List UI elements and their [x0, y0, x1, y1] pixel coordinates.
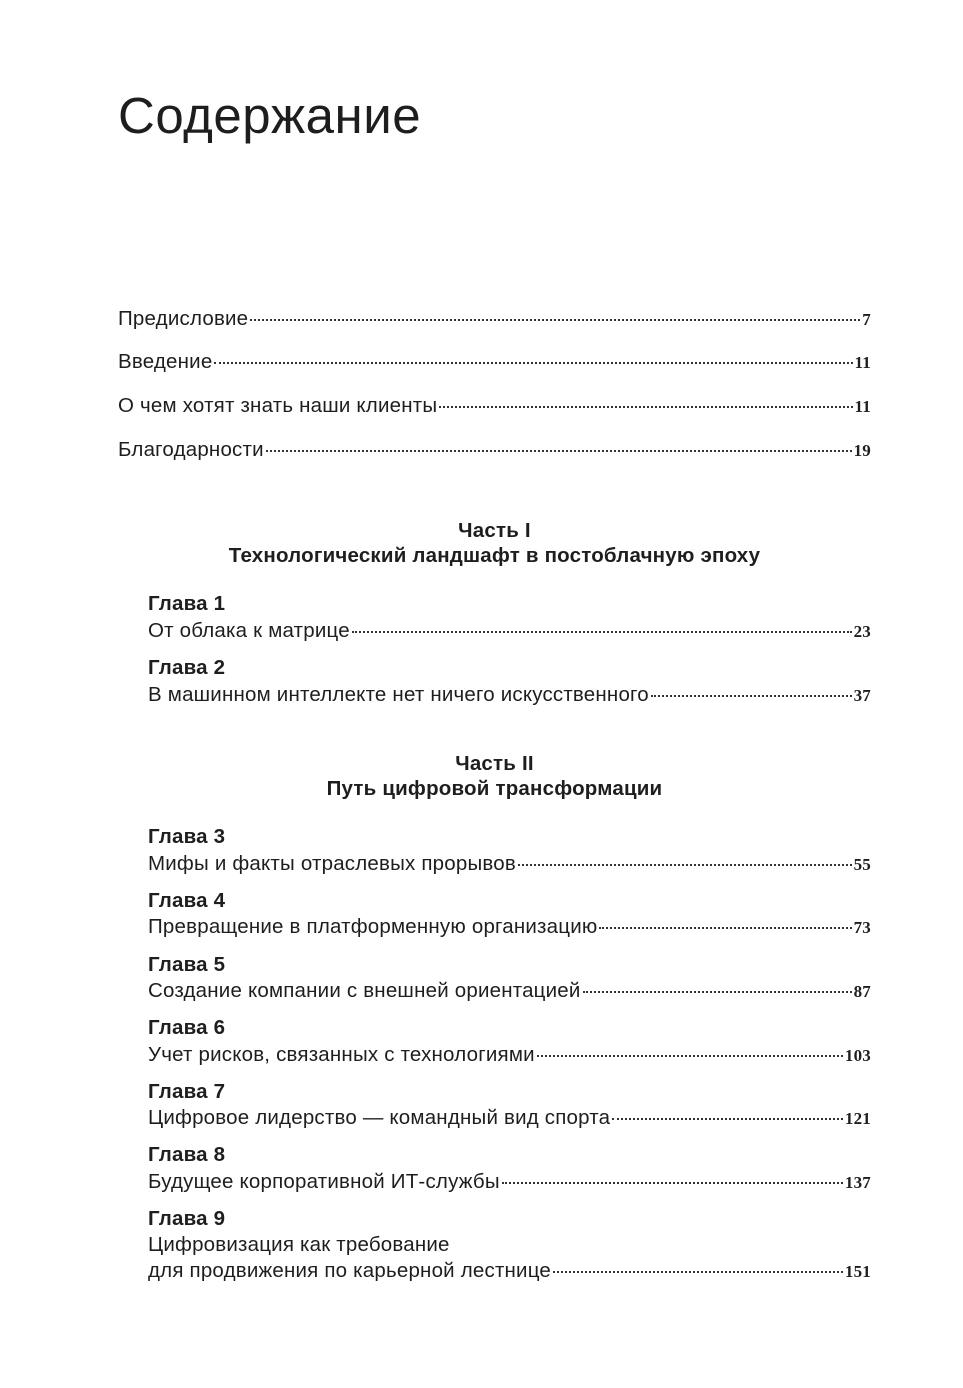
toc-entry-title: Учет рисков, связанных с технологиями [148, 1043, 535, 1066]
toc-entry-title: Введение [118, 350, 213, 373]
part-title: Путь цифровой трансформации [326, 777, 663, 800]
toc-entry-title: В машинном интеллекте нет ничего искусственного [148, 683, 649, 706]
chapter-heading: Глава 1 [148, 592, 226, 615]
toc-entry-title: Благодарности [118, 438, 264, 461]
toc-entry-clients[interactable] [118, 393, 871, 420]
part-2-header [118, 751, 871, 801]
dot-leader [266, 450, 852, 452]
chapter-heading: Глава 8 [148, 1143, 226, 1166]
dot-leader [583, 991, 852, 993]
dot-leader [352, 631, 852, 633]
toc-entry-chapter-6[interactable] [148, 1042, 871, 1069]
chapter-heading: Глава 7 [148, 1080, 226, 1103]
toc-page-number: 137 [844, 1173, 871, 1192]
part-title: Технологический ландшафт в постоблачную эпоху [228, 544, 761, 567]
dot-leader [599, 927, 851, 929]
toc-page-number: 23 [853, 622, 871, 641]
part-1-header [118, 518, 871, 568]
chapter-heading: Глава 6 [148, 1016, 226, 1039]
toc-entry-title: Предисловие [118, 307, 249, 330]
toc-entry-title: От облака к матрице [148, 619, 350, 642]
dot-leader [518, 864, 852, 866]
dot-leader [553, 1271, 843, 1273]
toc-entry-title: Мифы и факты отраслевых прорывов [148, 852, 516, 875]
toc-page-number: 103 [844, 1046, 871, 1065]
toc-entry-title: Превращение в платформенную организацию [148, 915, 598, 938]
toc-entry-chapter-4[interactable] [148, 914, 871, 941]
toc-page-number: 55 [853, 855, 871, 874]
toc-page-number: 19 [853, 441, 871, 460]
toc-page-number: 37 [853, 686, 871, 705]
dot-leader [537, 1055, 843, 1057]
chapter-heading: Глава 9 [148, 1207, 226, 1230]
toc-page-number: 121 [844, 1109, 871, 1128]
toc-entry-title: Цифровое лидерство — командный вид спорта [148, 1106, 611, 1129]
toc-entry-chapter-2[interactable] [148, 682, 871, 709]
toc-entry-acknowledgements[interactable] [118, 437, 871, 464]
dot-leader [214, 362, 852, 364]
toc-entry-chapter-7[interactable] [148, 1105, 871, 1132]
page-title: Содержание [118, 87, 422, 144]
dot-leader [651, 695, 852, 697]
toc-entry-chapter-1[interactable] [148, 618, 871, 645]
toc-entry-title: Создание компании с внешней ориентацией [148, 979, 581, 1002]
toc-entry-chapter-3[interactable] [148, 851, 871, 878]
toc-entry-preface[interactable] [118, 306, 871, 333]
toc-page-number: 11 [854, 397, 871, 416]
toc-entry-title-line1: Цифровизация как требование [148, 1233, 450, 1256]
toc-page-number: 7 [862, 310, 871, 329]
toc-page-number: 73 [853, 918, 871, 937]
chapter-heading: Глава 2 [148, 656, 226, 679]
toc-page-number: 11 [854, 353, 871, 372]
part-heading: Часть II [455, 752, 534, 775]
toc-page-number: 151 [844, 1262, 871, 1281]
toc-entry-title: для продвижения по карьерной лестнице [148, 1259, 552, 1282]
dot-leader [439, 406, 852, 408]
dot-leader [502, 1182, 843, 1184]
part-heading: Часть I [458, 519, 531, 542]
dot-leader [250, 319, 860, 321]
toc-entry-chapter-5[interactable] [148, 978, 871, 1005]
toc-entry-title: Будущее корпоративной ИТ-службы [148, 1170, 500, 1193]
toc-entry-chapter-8[interactable] [148, 1169, 871, 1196]
dot-leader [612, 1118, 843, 1120]
chapter-heading: Глава 5 [148, 953, 226, 976]
toc-entry-title: О чем хотят знать наши клиенты [118, 394, 438, 417]
toc-entry-introduction[interactable] [118, 349, 871, 376]
toc-page-number: 87 [853, 982, 871, 1001]
toc-entry-chapter-9[interactable] [148, 1258, 871, 1285]
chapter-heading: Глава 3 [148, 825, 226, 848]
chapter-heading: Глава 4 [148, 889, 226, 912]
